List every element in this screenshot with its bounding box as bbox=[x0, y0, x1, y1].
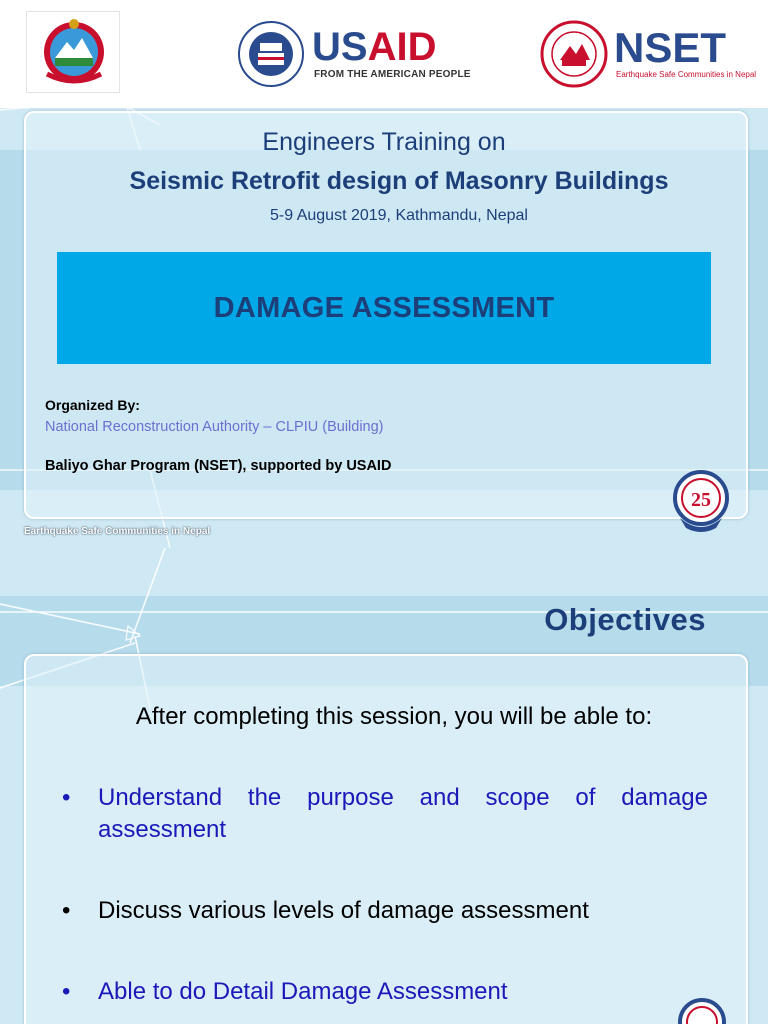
topic-banner bbox=[57, 252, 711, 364]
training-subtitle: Seismic Retrofit design of Masonry Buildings bbox=[129, 167, 669, 195]
bullet-icon: • bbox=[62, 784, 71, 811]
nset-25-anniversary-icon bbox=[672, 992, 732, 1024]
usaid-logo bbox=[236, 19, 471, 89]
organized-by-label: Organized By: bbox=[45, 397, 140, 413]
objective-item bbox=[62, 976, 708, 1008]
objectives-heading: Objectives bbox=[544, 602, 706, 637]
nset-wordmark: NSET bbox=[614, 24, 727, 71]
objective-text: Able to do Detail Damage Assessment bbox=[98, 978, 508, 1005]
objective-text: Understand the purpose and scope of damage assessment bbox=[98, 784, 708, 843]
organizer-nra: National Reconstruction Authority – CLPIU (Building) bbox=[45, 419, 384, 435]
nset-tagline: Earthquake Safe Communities in Nepal bbox=[616, 70, 757, 79]
training-title: Engineers Training on bbox=[262, 128, 506, 156]
date-location: 5-9 August 2019, Kathmandu, Nepal bbox=[270, 207, 528, 224]
objectives-intro: After completing this session, you will be able to: bbox=[135, 703, 653, 730]
nset-25-anniversary-icon bbox=[666, 466, 736, 538]
usaid-wordmark: USAID bbox=[312, 25, 437, 69]
footer-tagline: Earthquake Safe Communities in Nepal bbox=[24, 526, 211, 537]
nset-seal-icon bbox=[540, 20, 608, 88]
nset-logo bbox=[540, 20, 757, 90]
objective-item bbox=[62, 895, 708, 927]
topic-banner-text: DAMAGE ASSESSMENT bbox=[213, 291, 555, 324]
organizer-baliyo-ghar: Baliyo Ghar Program (NSET), supported by USAID bbox=[45, 458, 392, 474]
svg-text:25: 25 bbox=[691, 489, 711, 511]
slide-2 bbox=[0, 548, 768, 1024]
bullet-icon: • bbox=[62, 897, 71, 924]
usaid-seal-icon bbox=[236, 19, 306, 89]
nepal-emblem-logo bbox=[26, 11, 120, 93]
usaid-tagline: FROM THE AMERICAN PEOPLE bbox=[314, 69, 471, 80]
objective-item bbox=[62, 782, 708, 846]
objective-text: Discuss various levels of damage assessment bbox=[98, 897, 589, 924]
bullet-icon: • bbox=[62, 978, 71, 1005]
